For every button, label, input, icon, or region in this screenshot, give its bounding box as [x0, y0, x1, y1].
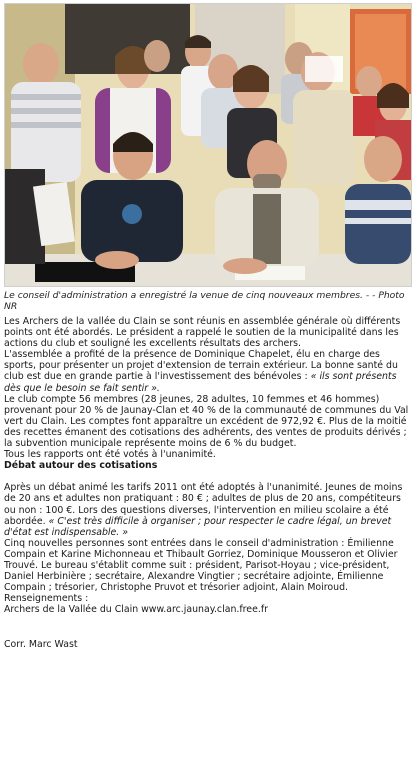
paragraph: Cinq nouvelles personnes sont entrées dans le conseil d'administration : Émilienne Compain et Karine Michonneau et Thibault Gorriez, Dominique Mousseron et Olivier Trouvé. Le bureau s'établit comme suit : président, Parisot-Hoyau ; vice-président, Daniel Herbinière ; secrétaire, Alexandre Vingtier ; secrétaire adjointe, Émilienne Compain ; trésorier, Christophe Pruvot et trésorier adjoint, Alain Moiroud. — [4, 537, 398, 594]
article-photo — [4, 3, 412, 287]
section-heading: Débat autour des cotisations — [4, 460, 158, 472]
paragraph — [4, 482, 412, 537]
spacer — [4, 471, 412, 482]
quote: « C'est très difficile à organiser ; pour respecter le cadre légal, un brevet d'état est indispensable. » — [4, 515, 392, 538]
author-credit: Corr. Marc Wast — [4, 639, 78, 651]
info-link[interactable]: Archers de la Vallée du Clain www.arc.jaunay.clan.free.fr — [4, 604, 268, 616]
paragraph-text: Après un débat animé les tarifs 2011 ont été adoptés à l'unanimité. Jeunes de moins de 20 ans et adultes non pratiquant : 80 € ; adultes de plus de 20 ans, compétiteurs ou non : 100 €. Lors des questions diverses, l'intervention en milieu scolaire a été abordée. — [4, 482, 403, 527]
paragraph: Les Archers de la vallée du Clain se sont réunis en assemblée générale où différents points ont été abordés. Le président a rappelé le soutien de la municipalité dans les actions du club et souligné les excellents résultats des archers. — [4, 316, 401, 350]
paragraph: Le club compte 56 membres (28 jeunes, 28 adultes, 10 femmes et 46 hommes) provenant pour 20 % de Jaunay-Clan et 40 % de la communauté de communes du Val vert du Clain. Les comptes font apparaître un excédent de 972,92 €. Plus de la moitié des recettes émanent des cotisations des adhérents, des ventes de produits dérivés ; la subvention municipale représente moins de 6 % du budget. — [4, 393, 409, 450]
paragraph: Tous les rapports ont été votés à l'unanimité. — [4, 449, 216, 461]
photo-caption: Le conseil d'administration a enregistré la venue de cinq nouveaux membres. - - Photo NR — [4, 290, 405, 312]
paragraph — [4, 349, 412, 393]
paragraph-text: L'assemblée a profité de la présence de Dominique Chapelet, élu en charge des sports, pour présenter un projet d'extension de terrain extérieur. La bonne santé du club est due en grande partie à l'investissement des bénévoles : — [4, 349, 398, 383]
quote: « ils sont présents dès que le besoin se fait sentir ». — [4, 371, 397, 394]
article-body — [4, 316, 412, 615]
info-label: Renseignements : — [4, 593, 89, 605]
